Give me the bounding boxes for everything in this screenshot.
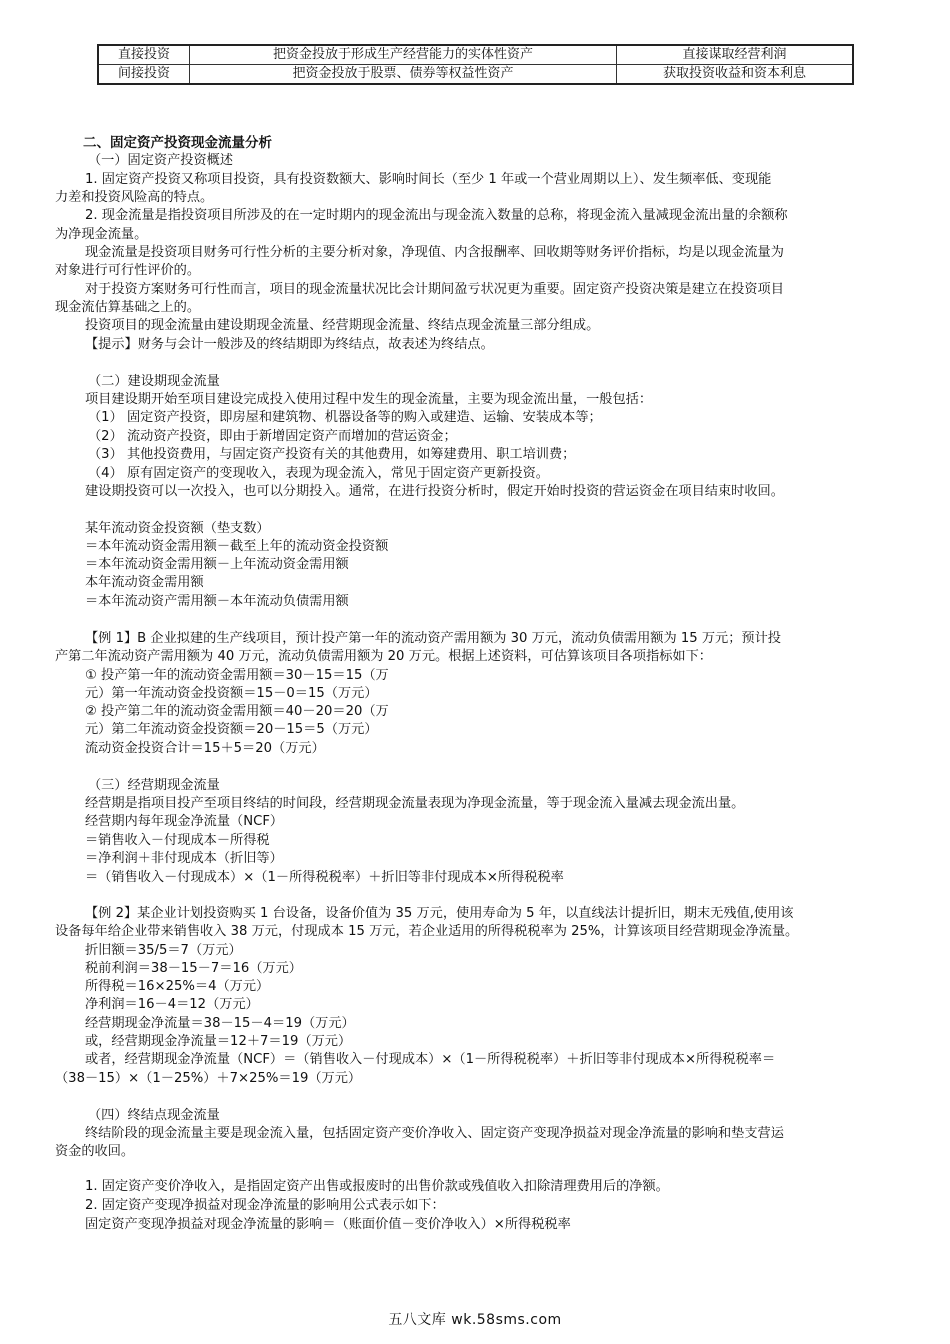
subsection-heading: （一）固定资产投资概述 (88, 153, 234, 168)
calc-line: 折旧额＝35/5＝7（万元） (85, 943, 242, 958)
subsection-heading: （四）终结点现金流量 (88, 1108, 220, 1123)
formula-line: 本年流动资金需用额 (85, 575, 204, 590)
calc-line: 经营期现金净流量＝38－15－4＝19（万元） (85, 1016, 355, 1031)
text-line: 经营期是指项目投产至项目终结的时间段，经营期现金流量表现为净现金流量，等于现金流入量减去现金流出量。 (85, 796, 745, 811)
calc-line: 元）第二年流动资金投资额＝20－15＝5（万元） (85, 722, 378, 737)
text-line: 投资项目的现金流量由建设期现金流量、经营期现金流量、终结点现金流量三部分组成。 (85, 318, 600, 333)
calc-line: 元）第一年流动资金投资额＝15－0＝15（万元） (85, 686, 378, 701)
text-line: 对象进行可行性评价的。 (55, 263, 201, 278)
table-row (98, 65, 853, 85)
table-cell: 直接谋取经营利润 (617, 45, 854, 65)
text-line: 建设期投资可以一次投入，也可以分期投入。通常，在进行投资分析时，假定开始时投资的营运资金在项目结束时收回。 (85, 484, 784, 499)
text-line: 现金流估算基础之上的。 (55, 300, 201, 315)
table-cell: 间接投资 (98, 65, 190, 85)
formula-line: ＝本年流动资金需用额－截至上年的流动资金投资额 (85, 539, 389, 554)
calc-line: 或，经营期现金净流量＝12＋7＝19（万元） (85, 1034, 352, 1049)
formula-line: ＝净利润＋非付现成本（折旧等） (85, 851, 283, 866)
table-cell: 获取投资收益和资本利息 (617, 65, 854, 85)
tip-line: 【提示】财务与会计一般涉及的终结期即为终结点，故表述为终结点。 (85, 337, 494, 352)
text-line: 项目建设期开始至项目建设完成投入使用过程中发生的现金流量，主要为现金流出量，一般包括： (85, 392, 653, 407)
text-line: 1. 固定资产变价净收入，是指固定资产出售或报废时的出售价款或残值收入扣除清理费用后的净额。 (85, 1179, 669, 1194)
text-line: 1. 固定资产投资又称项目投资，具有投资数额大、影响时间长（至少 1 年或一个营业周期以上）、发生频率低、变现能 (85, 172, 772, 187)
calc-line: ② 投产第二年的流动资金需用额＝40－20＝20（万 (85, 704, 389, 719)
text-line: 2. 固定资产变现净损益对现金净流量的影响用公式表示如下： (85, 1198, 445, 1213)
example-line: 设备每年给企业带来销售收入 38 万元，付现成本 15 万元，若企业适用的所得税税率为 25%，计算该项目经营期现金净流量。 (55, 924, 799, 939)
formula-line: ＝（销售收入－付现成本）×（1－所得税税率）＋折旧等非付现成本×所得税税率 (85, 870, 564, 885)
list-item: （3） 其他投资费用，与固定资产投资有关的其他费用，如筹建费用、职工培训费； (88, 447, 576, 462)
table-row (98, 45, 853, 65)
subsection-heading: （三）经营期现金流量 (88, 778, 220, 793)
text-line: 资金的收回。 (55, 1144, 135, 1159)
list-item: （4） 原有固定资产的变现收入，表现为现金流入，常见于固定资产更新投资。 (88, 466, 549, 481)
example-line: 产第二年流动资产需用额为 40 万元，流动负债需用额为 20 万元。根据上述资料，可估算该项目各项指标如下： (55, 649, 712, 664)
calc-line: ① 投产第一年的流动资金需用额＝30－15＝15（万 (85, 668, 389, 683)
subsection-heading: （二）建设期现金流量 (88, 374, 220, 389)
text-line: 对于投资方案财务可行性而言，项目的现金流量状况比会计期间盈亏状况更为重要。固定资产投资决策是建立在投资项目 (85, 282, 784, 297)
calc-line: 流动资金投资合计＝15＋5＝20（万元） (85, 741, 325, 756)
formula-line: ＝销售收入－付现成本－所得税 (85, 833, 270, 848)
investment-type-table (97, 44, 854, 85)
table-cell: 把资金投放于形成生产经营能力的实体性资产 (190, 45, 617, 65)
table-cell: 把资金投放于股票、债券等权益性资产 (190, 65, 617, 85)
formula-line: 经营期内每年现金净流量（NCF） (85, 814, 284, 829)
calc-line: 净利润＝16－4＝12（万元） (85, 997, 259, 1012)
calc-line: 所得税＝16×25%＝4（万元） (85, 979, 270, 994)
text-line: 力差和投资风险高的特点。 (55, 190, 214, 205)
text-line: 为净现金流量。 (55, 227, 148, 242)
text-line: 2. 现金流量是指投资项目所涉及的在一定时期内的现金流出与现金流入数量的总称，将现金流入量减现金流出量的余额称 (85, 208, 788, 223)
footer-watermark: 五八文库 wk.58sms.com (388, 1312, 562, 1328)
table-cell: 直接投资 (98, 45, 190, 65)
text-line: 现金流量是投资项目财务可行性分析的主要分析对象，净现值、内含报酬率、回收期等财务评价指标，均是以现金流量为 (85, 245, 784, 260)
formula-line: 固定资产变现净损益对现金净流量的影响＝（账面价值－变价净收入）×所得税税率 (85, 1217, 571, 1232)
calc-line: 税前利润＝38－15－7＝16（万元） (85, 961, 302, 976)
list-item: （1） 固定资产投资，即房屋和建筑物、机器设备等的购入或建造、运输、安装成本等； (88, 410, 602, 425)
example-line: 【例 2】某企业计划投资购买 1 台设备，设备价值为 35 万元，使用寿命为 5 年，以直线法计提折旧，期末无残值,使用该 (85, 906, 794, 921)
text-line: 终结阶段的现金流量主要是现金流入量，包括固定资产变价净收入、固定资产变现净损益对现金净流量的影响和垫支营运 (85, 1126, 784, 1141)
formula-line: 某年流动资金投资额（垫支数） (85, 521, 270, 536)
calc-line: （38－15）×（1－25%）＋7×25%＝19（万元） (55, 1071, 362, 1086)
list-item: （2） 流动资产投资，即由于新增固定资产而增加的营运资金； (88, 429, 457, 444)
calc-line: 或者，经营期现金净流量（NCF）＝（销售收入－付现成本）×（1－所得税税率）＋折旧等非付现成本×所得税税率＝ (85, 1052, 776, 1067)
section-heading: 二、固定资产投资现金流量分析 (83, 135, 272, 151)
formula-line: ＝本年流动资产需用额－本年流动负债需用额 (85, 594, 349, 609)
formula-line: ＝本年流动资金需用额－上年流动资金需用额 (85, 557, 349, 572)
example-line: 【例 1】B 企业拟建的生产线项目，预计投产第一年的流动资产需用额为 30 万元，流动负债需用额为 15 万元；预计投 (85, 631, 781, 646)
